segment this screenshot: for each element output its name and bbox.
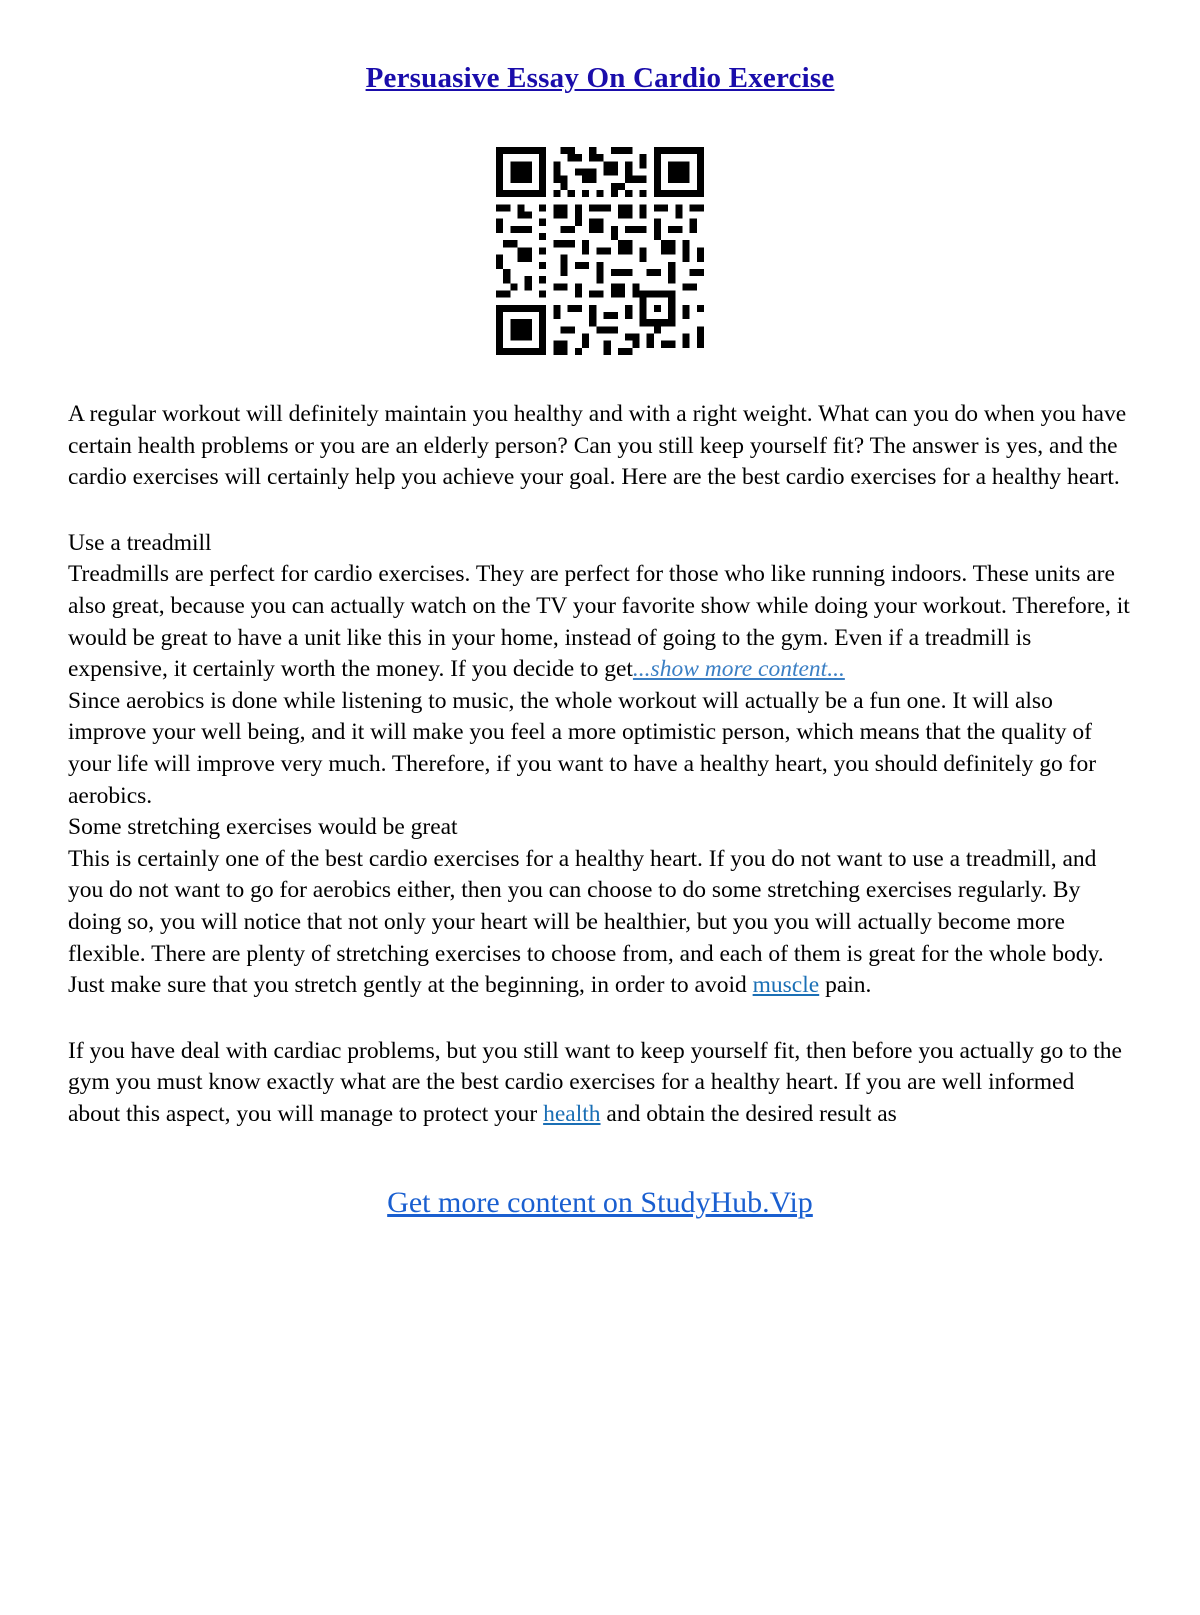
paragraph-stretching-text-1: This is certainly one of the best cardio exercises for a healthy heart. If you do not want to use a treadmill, and you do not want to go for aerobics either, then you can choose to do some stretching exercises regularly. By doing so, you will notice that not only your heart will be healthier, but you you will actually become more flexible. There are plenty of stretching exercises to choose from, and each of them is great for the whole body. Just make sure that you stretch gently at the beginning, in order to avoid bbox=[68, 845, 1104, 999]
paragraph-intro: A regular workout will definitely maintain you healthy and with a right weight. What can you do when you have certain health problems or you are an elderly person? Can you still keep yourself fit? The answer is yes, and the cardio exercises will certainly help you achieve your goal. Here are the best cardio exercises for a healthy heart. bbox=[68, 401, 1127, 491]
paragraph-treadmill-text: Treadmills are perfect for cardio exercises. They are perfect for those who like running indoors. These units are also great, because you can actually watch on the TV your favorite show while doing your workout. Therefore, it would be great to have a unit like this in your home, instead of going to the gym. Even if a treadmill is expensive, it certainly worth the money. If you decide to get bbox=[68, 561, 1130, 683]
muscle-link[interactable]: muscle bbox=[752, 972, 820, 999]
footer-container bbox=[0, 1186, 1200, 1220]
paragraph-closing-text-1: If you have deal with cardiac problems, but you still want to keep yourself fit, then before you actually go to the gym you must know exactly what are the best cardio exercises for a healthy heart. If you are well informed about this aspect, you will manage to protect your bbox=[68, 1037, 1122, 1127]
qr-code-icon bbox=[496, 147, 704, 355]
page-title-link[interactable]: Persuasive Essay On Cardio Exercise bbox=[365, 62, 835, 94]
show-more-content-link[interactable]: ...show more content... bbox=[632, 656, 845, 683]
paragraph-closing bbox=[68, 1036, 1132, 1131]
paragraph-aerobics: Since aerobics is done while listening to music, the whole workout will actually be a fun one. It will also improve your well being, and it will make you feel a more optimistic person, which means that the quality of your life will improve very much. Therefore, if you want to have a healthy heart, you should definitely go for aerobics. bbox=[68, 687, 1097, 809]
paragraph-treadmill bbox=[68, 559, 1132, 685]
get-more-content-link[interactable]: Get more content on StudyHub.Vip bbox=[387, 1186, 813, 1220]
paragraph-closing-text-2: and obtain the desired result as bbox=[600, 1100, 897, 1127]
qr-code-container bbox=[0, 147, 1200, 355]
heading-stretching-exercises: Some stretching exercises would be great bbox=[68, 814, 458, 841]
title-container bbox=[0, 62, 1200, 95]
spacer bbox=[68, 1002, 1132, 1036]
paragraph-stretching-text-2: pain. bbox=[819, 972, 872, 999]
paragraph-stretching bbox=[68, 844, 1132, 1002]
heading-use-a-treadmill: Use a treadmill bbox=[68, 529, 212, 556]
document-body bbox=[68, 399, 1132, 1130]
spacer bbox=[68, 494, 1132, 528]
health-link[interactable]: health bbox=[543, 1100, 601, 1127]
document-page bbox=[0, 62, 1200, 1615]
